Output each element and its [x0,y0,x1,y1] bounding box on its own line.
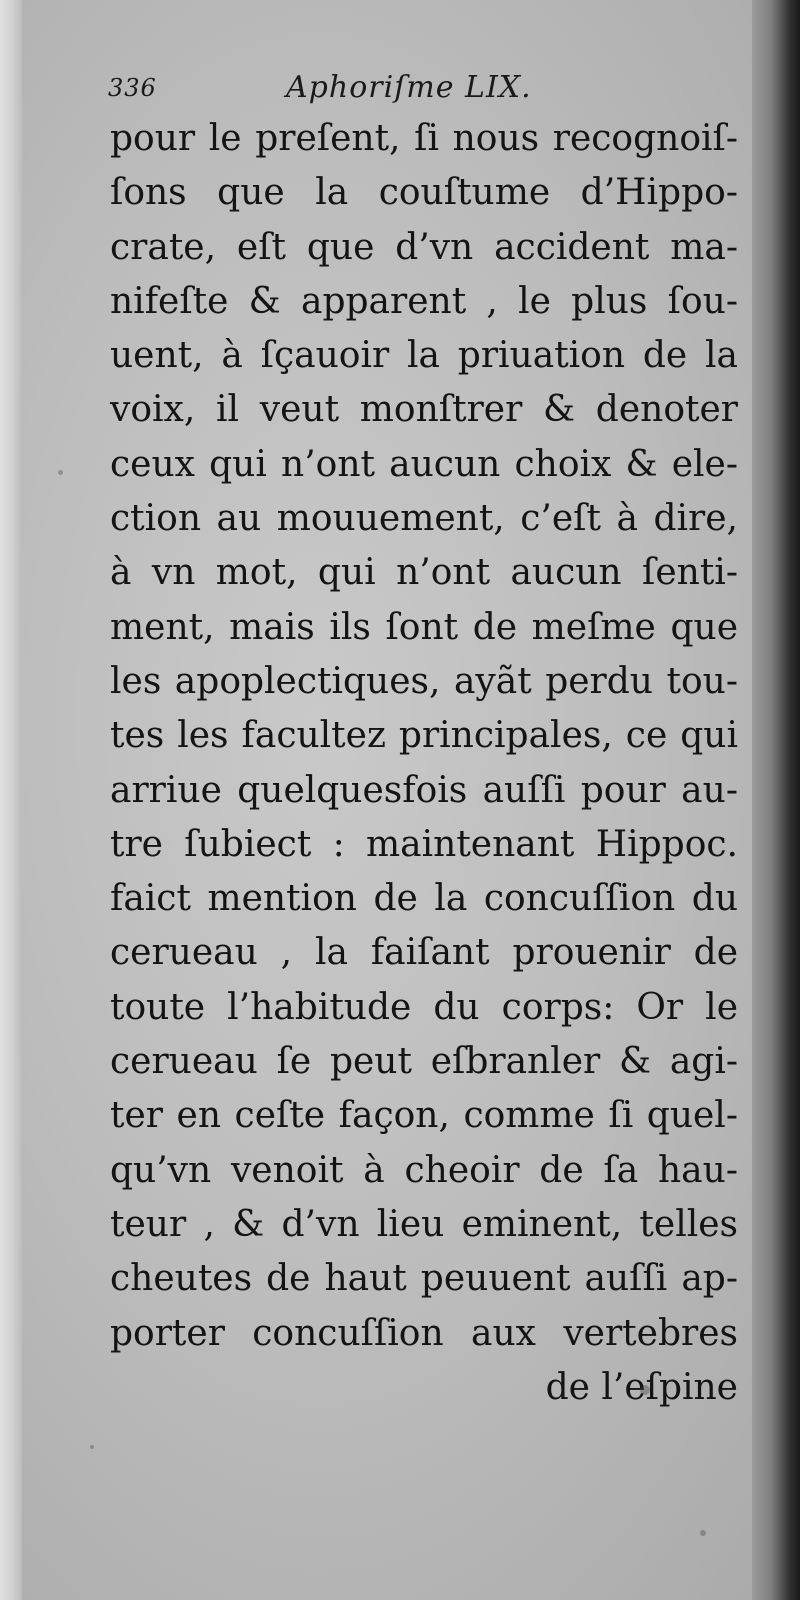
paper-speck [700,1530,706,1536]
paper-speck [58,470,63,475]
text-line: faict mention de la concuſſion du [110,878,738,920]
text-line: tre ſubiect : maintenant Hippoc. [110,823,738,865]
text-line: tes les facultez principales, ce qui [110,715,738,757]
text-line: cerueau ſe peut eſbranler & agi- [110,1041,738,1083]
text-line: ſons que la couſtume d’Hippo- [110,172,738,214]
page-number: 336 [108,74,157,102]
text-line: les apoplectiques, ayãt perdu tou- [110,660,738,702]
text-line: teur , & d’vn lieu eminent, telles [110,1203,738,1245]
paper-speck [90,1445,94,1449]
text-line: voix, il veut monſtrer & denoter [110,389,738,431]
text-line: porter concuſſion aux vertebres [110,1312,738,1354]
text-line: ceux qui n’ont aucun choix & ele- [110,443,738,485]
text-line: toute l’habitude du corps: Or le [110,986,738,1028]
text-line: à vn mot, qui n’ont aucun ſenti- [110,552,738,594]
body-text [110,112,738,1415]
text-line: crate, eſt que d’vn accident ma- [110,226,738,268]
text-line: uent, à ſçauoir la priuation de la [110,335,738,377]
running-title: Aphoriſme LIX. [286,70,532,105]
book-gutter-shadow [752,0,800,1600]
text-line: cheutes de haut peuuent auſſi ap- [110,1258,738,1300]
paper-speck [640,1385,650,1395]
text-line: cerueau , la faiſant prouenir de [110,932,738,974]
text-line: pour le preſent, ſi nous recognoiſ- [110,118,738,159]
page-left-margin [0,0,22,1600]
text-line: ction au mouuement, c’eſt à dire, [110,498,738,540]
text-line: qu’vn venoit à cheoir de ſa hau- [110,1149,738,1191]
text-line: arriue quelquesfois auſſi pour au- [110,769,738,811]
text-line: nifeſte & apparent , le plus ſou- [110,280,738,322]
page-header [108,70,708,110]
text-line: ter en ceſte façon, comme ſi quel- [110,1095,738,1137]
catchword-line: de l’eſpine [545,1366,738,1408]
text-line: ment, mais ils ſont de meſme que [110,606,738,648]
